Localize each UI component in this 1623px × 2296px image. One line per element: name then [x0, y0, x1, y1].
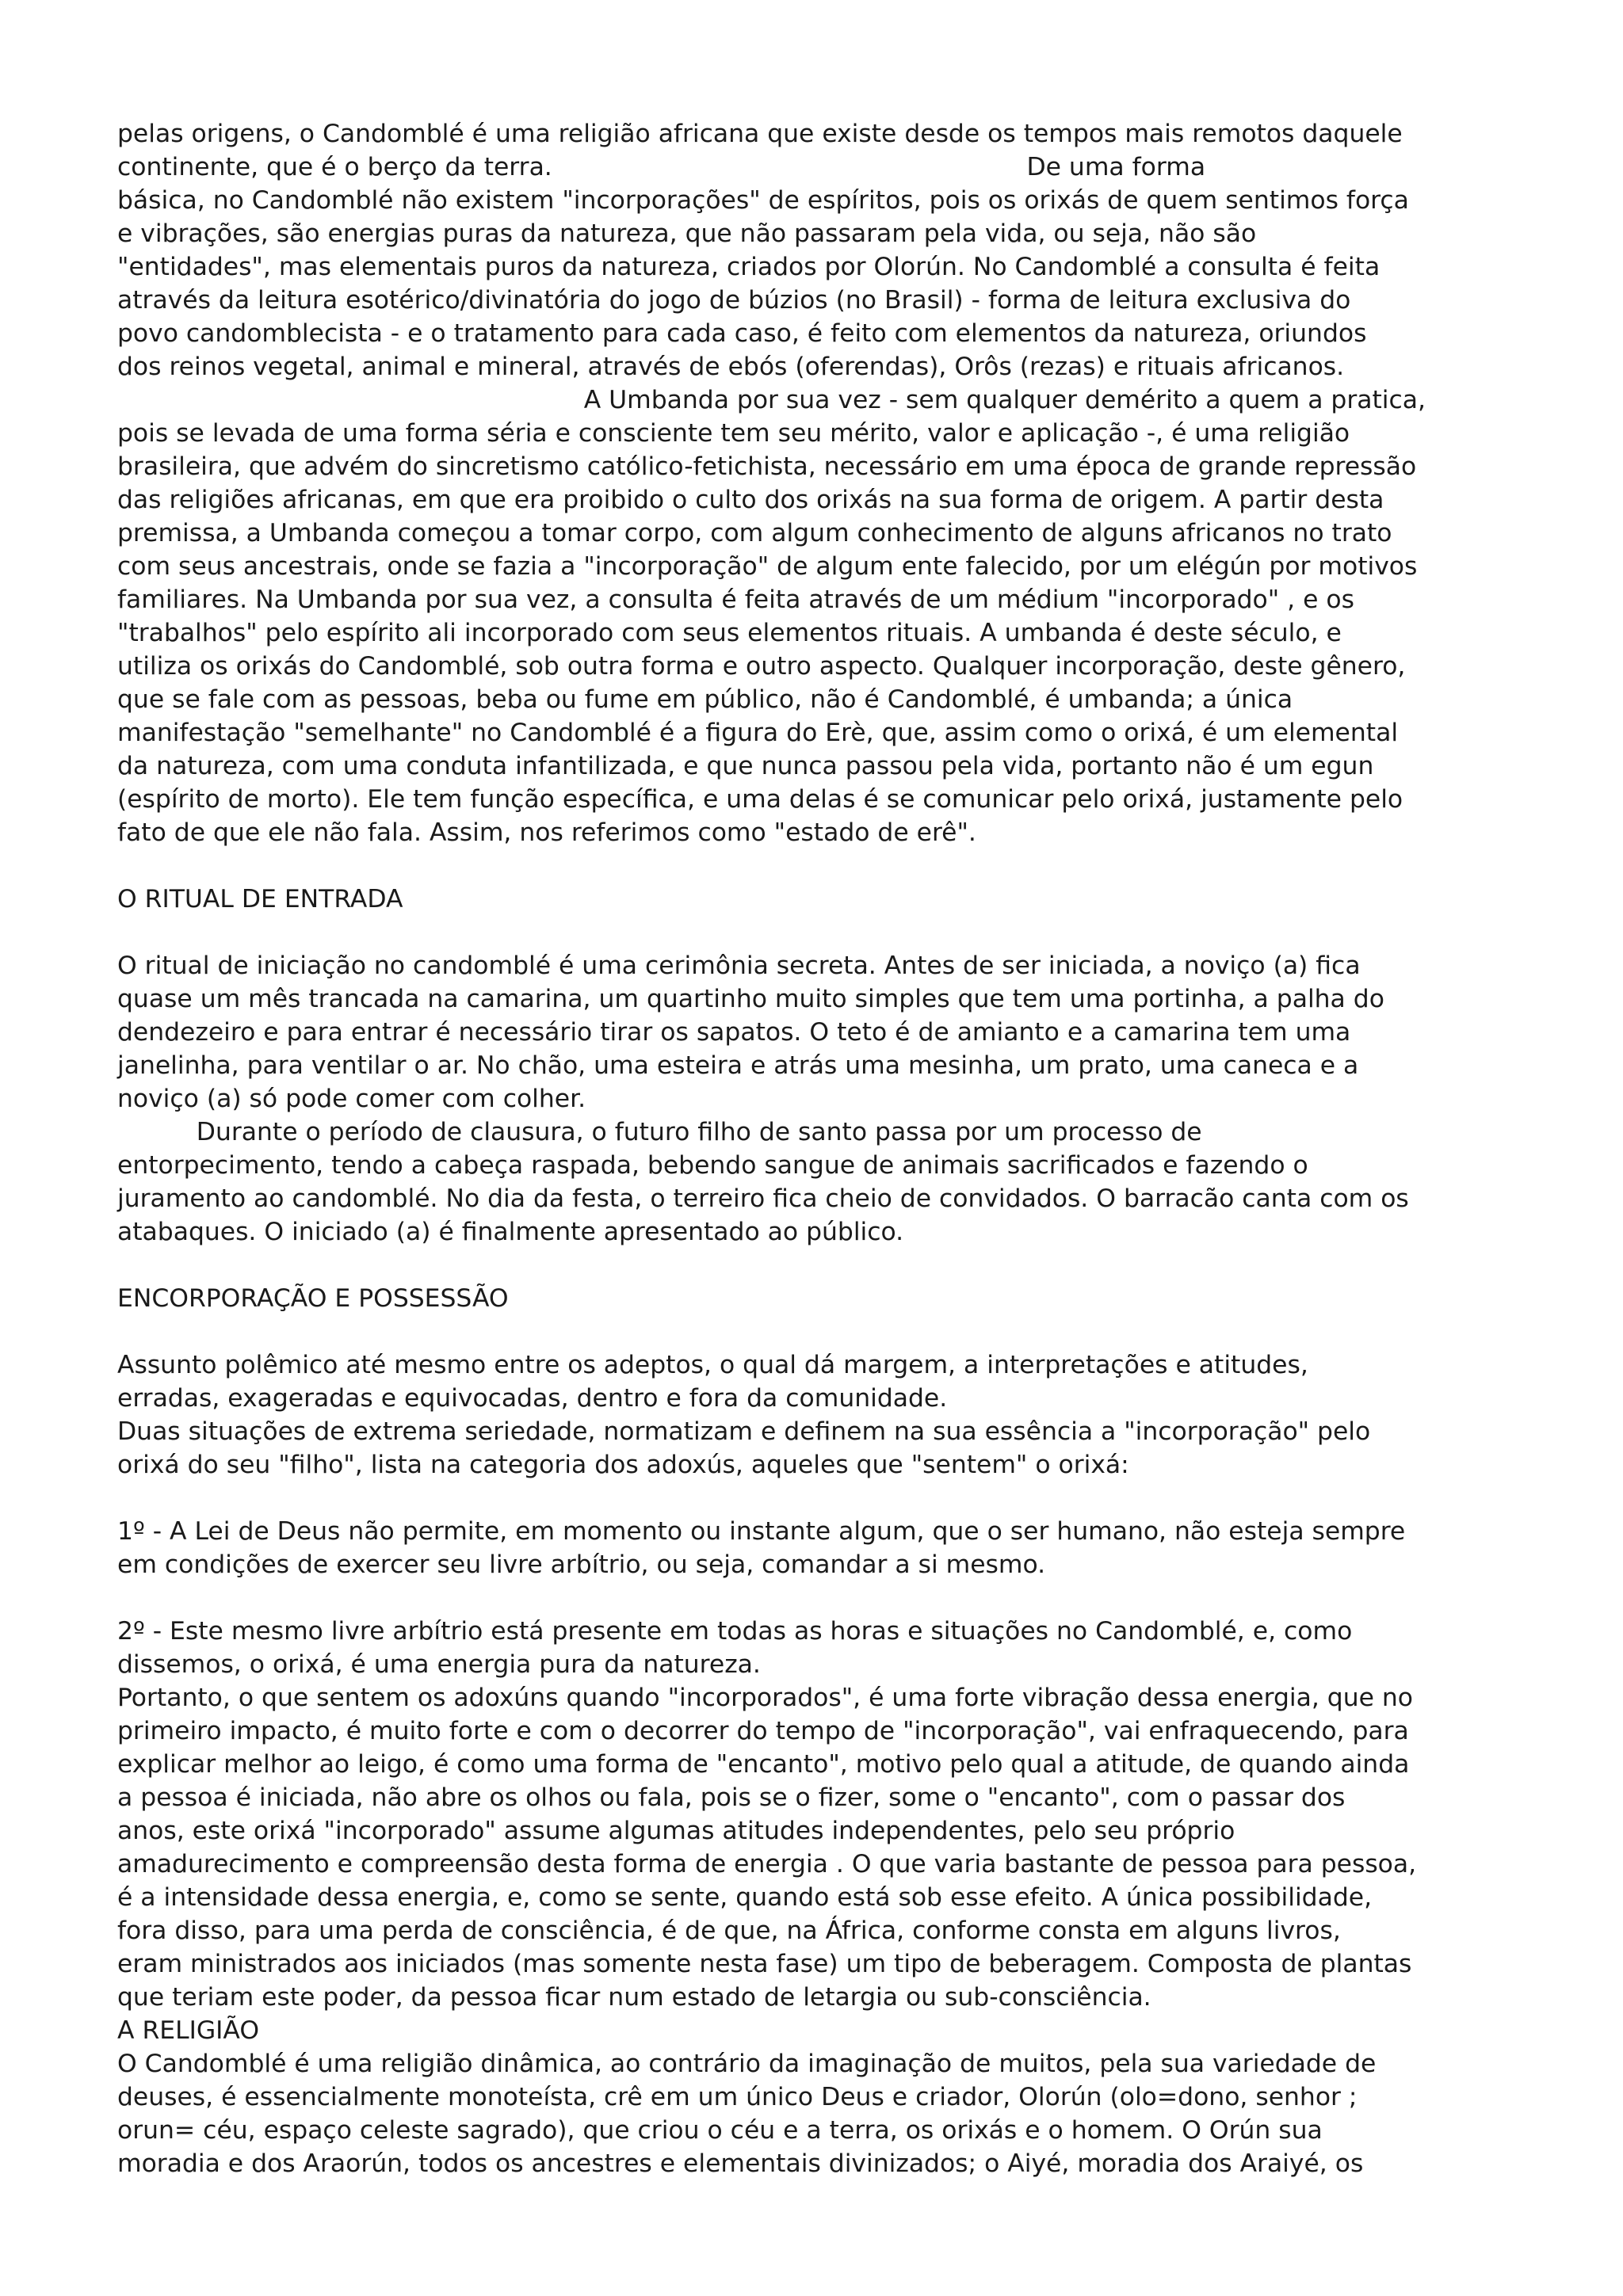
paragraph	[117, 949, 1544, 1249]
text-line: explicar melhor ao leigo, é como uma forma de "encanto", motivo pelo qual a atitude, de quando ainda	[117, 1750, 1410, 1779]
paragraph	[117, 1615, 1544, 2180]
text-line: ENCORPORAÇÃO E POSSESSÃO	[117, 1284, 509, 1313]
text-line: Portanto, o que sentem os adoxúns quando "incorporados", é uma forte vibração dessa energia, que no	[117, 1684, 1414, 1712]
paragraph-gap	[117, 1482, 1544, 1515]
paragraph	[117, 883, 1544, 916]
text-line: pois se levada de uma forma séria e consciente tem seu mérito, valor e aplicação -, é uma religião	[117, 419, 1350, 448]
text-line: entorpecimento, tendo a cabeça raspada, bebendo sangue de animais sacrificados e fazendo o	[117, 1151, 1308, 1180]
text-line: dissemos, o orixá, é uma energia pura da natureza.	[117, 1650, 761, 1679]
text-line: Durante o período de clausura, o futuro filho de santo passa por um processo de	[117, 1118, 1202, 1146]
text-line: A RELIGIÃO	[117, 2016, 260, 2045]
text-line: utiliza os orixás do Candomblé, sob outra forma e outro aspecto. Qualquer incorporação, deste gênero,	[117, 652, 1406, 681]
text-line: 1º - A Lei de Deus não permite, em momento ou instante algum, que o ser humano, não esteja sempre	[117, 1517, 1406, 1546]
text-line: com seus ancestrais, onde se fazia a "incorporação" de algum ente falecido, por um elégún por motivos	[117, 552, 1418, 581]
text-line: premissa, a Umbanda começou a tomar corpo, com algum conhecimento de alguns africanos no trato	[117, 519, 1392, 547]
text-line: a pessoa é iniciada, não abre os olhos ou fala, pois se o fizer, some o "encanto", com o passar dos	[117, 1783, 1346, 1812]
text-line: eram ministrados aos iniciados (mas somente nesta fase) um tipo de beberagem. Composta de plantas	[117, 1950, 1412, 1978]
text-line: janelinha, para ventilar o ar. No chão, uma esteira e atrás uma mesinha, um prato, uma caneca e a	[117, 1051, 1359, 1080]
text-line: amadurecimento e compreensão desta forma de energia . O que varia bastante de pessoa para pessoa,	[117, 1850, 1417, 1878]
paragraph-gap	[117, 1249, 1544, 1282]
text-line: moradia e dos Araorún, todos os ancestres e elementais divinizados; o Aiyé, moradia dos Araiyé, os	[117, 2149, 1364, 2178]
text-line: fora disso, para uma perda de consciência, é de que, na África, conforme consta em alguns livros,	[117, 1917, 1341, 1945]
text-line: das religiões africanas, em que era proibido o culto dos orixás na sua forma de origem. A partir desta	[117, 486, 1384, 514]
text-line: Duas situações de extrema seriedade, normatizam e definem na sua essência a "incorporação" pelo	[117, 1417, 1371, 1446]
text-line: O RITUAL DE ENTRADA	[117, 885, 403, 913]
text-line: atabaques. O iniciado (a) é finalmente apresentado ao público.	[117, 1218, 904, 1246]
text-line: povo candomblecista - e o tratamento para cada caso, é feito com elementos da natureza, oriundos	[117, 319, 1367, 348]
text-line: juramento ao candomblé. No dia da festa, o terreiro fica cheio de convidados. O barracão canta com os	[117, 1184, 1409, 1213]
text-line: O Candomblé é uma religião dinâmica, ao contrário da imaginação de muitos, pela sua variedade de	[117, 2050, 1377, 2078]
text-line: da natureza, com uma conduta infantilizada, e que nunca passou pela vida, portanto não é um egun	[117, 752, 1374, 780]
text-line: Assunto polêmico até mesmo entre os adeptos, o qual dá margem, a interpretações e atitudes,	[117, 1351, 1308, 1379]
text-line: familiares. Na Umbanda por sua vez, a consulta é feita através de um médium "incorporado" , e os	[117, 585, 1354, 614]
text-line: "trabalhos" pelo espírito ali incorporado com seus elementos rituais. A umbanda é deste século, e	[117, 619, 1342, 647]
text-line: continente, que é o berço da terra. De uma forma	[117, 153, 1206, 181]
paragraph-gap	[117, 1315, 1544, 1348]
text-line: "entidades", mas elementais puros da natureza, criados por Olorún. No Candomblé a consulta é feita	[117, 253, 1381, 281]
paragraph-gap	[117, 916, 1544, 949]
text-line: orun= céu, espaço celeste sagrado), que criou o céu e a terra, os orixás e o homem. O Orún sua	[117, 2116, 1323, 2145]
text-line: é a intensidade dessa energia, e, como se sente, quando está sob esse efeito. A única possibilidade,	[117, 1883, 1373, 1912]
paragraph	[117, 1282, 1544, 1315]
text-line: (espírito de morto). Ele tem função específica, e uma delas é se comunicar pelo orixá, justamente pelo	[117, 785, 1403, 814]
text-line: dos reinos vegetal, animal e mineral, através de ebós (oferendas), Orôs (rezas) e rituais africanos.	[117, 353, 1345, 381]
document-page	[117, 117, 1544, 2180]
paragraph	[117, 1348, 1544, 1482]
text-line: deuses, é essencialmente monoteísta, crê em um único Deus e criador, Olorún (olo=dono, senhor ;	[117, 2083, 1358, 2111]
text-line: orixá do seu "filho", lista na categoria dos adoxús, aqueles que "sentem" o orixá:	[117, 1451, 1129, 1479]
text-line: brasileira, que advém do sincretismo católico-fetichista, necessário em uma época de grande repressão	[117, 452, 1417, 481]
text-line: fato de que ele não fala. Assim, nos referimos como "estado de erê".	[117, 818, 976, 847]
text-line: 2º - Este mesmo livre arbítrio está presente em todas as horas e situações no Candomblé, e, como	[117, 1617, 1353, 1646]
text-line: que se fale com as pessoas, beba ou fume em público, não é Candomblé, é umbanda; a única	[117, 685, 1293, 714]
text-line: primeiro impacto, é muito forte e com o decorrer do tempo de "incorporação", vai enfraquecendo, para	[117, 1717, 1409, 1745]
text-line: erradas, exageradas e equivocadas, dentro e fora da comunidade.	[117, 1384, 948, 1413]
paragraph-gap	[117, 849, 1544, 883]
text-line: que teriam este poder, da pessoa ficar num estado de letargia ou sub-consciência.	[117, 1983, 1151, 2012]
text-line: anos, este orixá "incorporado" assume algumas atitudes independentes, pelo seu próprio	[117, 1817, 1235, 1845]
text-line: noviço (a) só pode comer com colher.	[117, 1085, 586, 1113]
text-line: A Umbanda por sua vez - sem qualquer demérito a quem a pratica,	[117, 386, 1426, 414]
paragraph	[117, 117, 1544, 849]
text-line: básica, no Candomblé não existem "incorporações" de espíritos, pois os orixás de quem sentimos força	[117, 186, 1409, 215]
text-line: dendezeiro e para entrar é necessário tirar os sapatos. O teto é de amianto e a camarina tem uma	[117, 1018, 1351, 1047]
text-line: manifestação "semelhante" no Candomblé é a figura do Erè, que, assim como o orixá, é um elemental	[117, 719, 1399, 747]
paragraph-gap	[117, 1581, 1544, 1615]
text-line: O ritual de iniciação no candomblé é uma cerimônia secreta. Antes de ser iniciada, a noviço (a) fica	[117, 952, 1361, 980]
text-line: e vibrações, são energias puras da natureza, que não passaram pela vida, ou seja, não são	[117, 219, 1257, 248]
text-line: através da leitura esotérico/divinatória do jogo de búzios (no Brasil) - forma de leitura exclusiva do	[117, 286, 1351, 315]
paragraph	[117, 1515, 1544, 1581]
text-line: quase um mês trancada na camarina, um quartinho muito simples que tem uma portinha, a palha do	[117, 985, 1384, 1013]
text-line: pelas origens, o Candomblé é uma religião africana que existe desde os tempos mais remotos daquele	[117, 120, 1403, 148]
text-line: em condições de exercer seu livre arbítrio, ou seja, comandar a si mesmo.	[117, 1550, 1046, 1579]
